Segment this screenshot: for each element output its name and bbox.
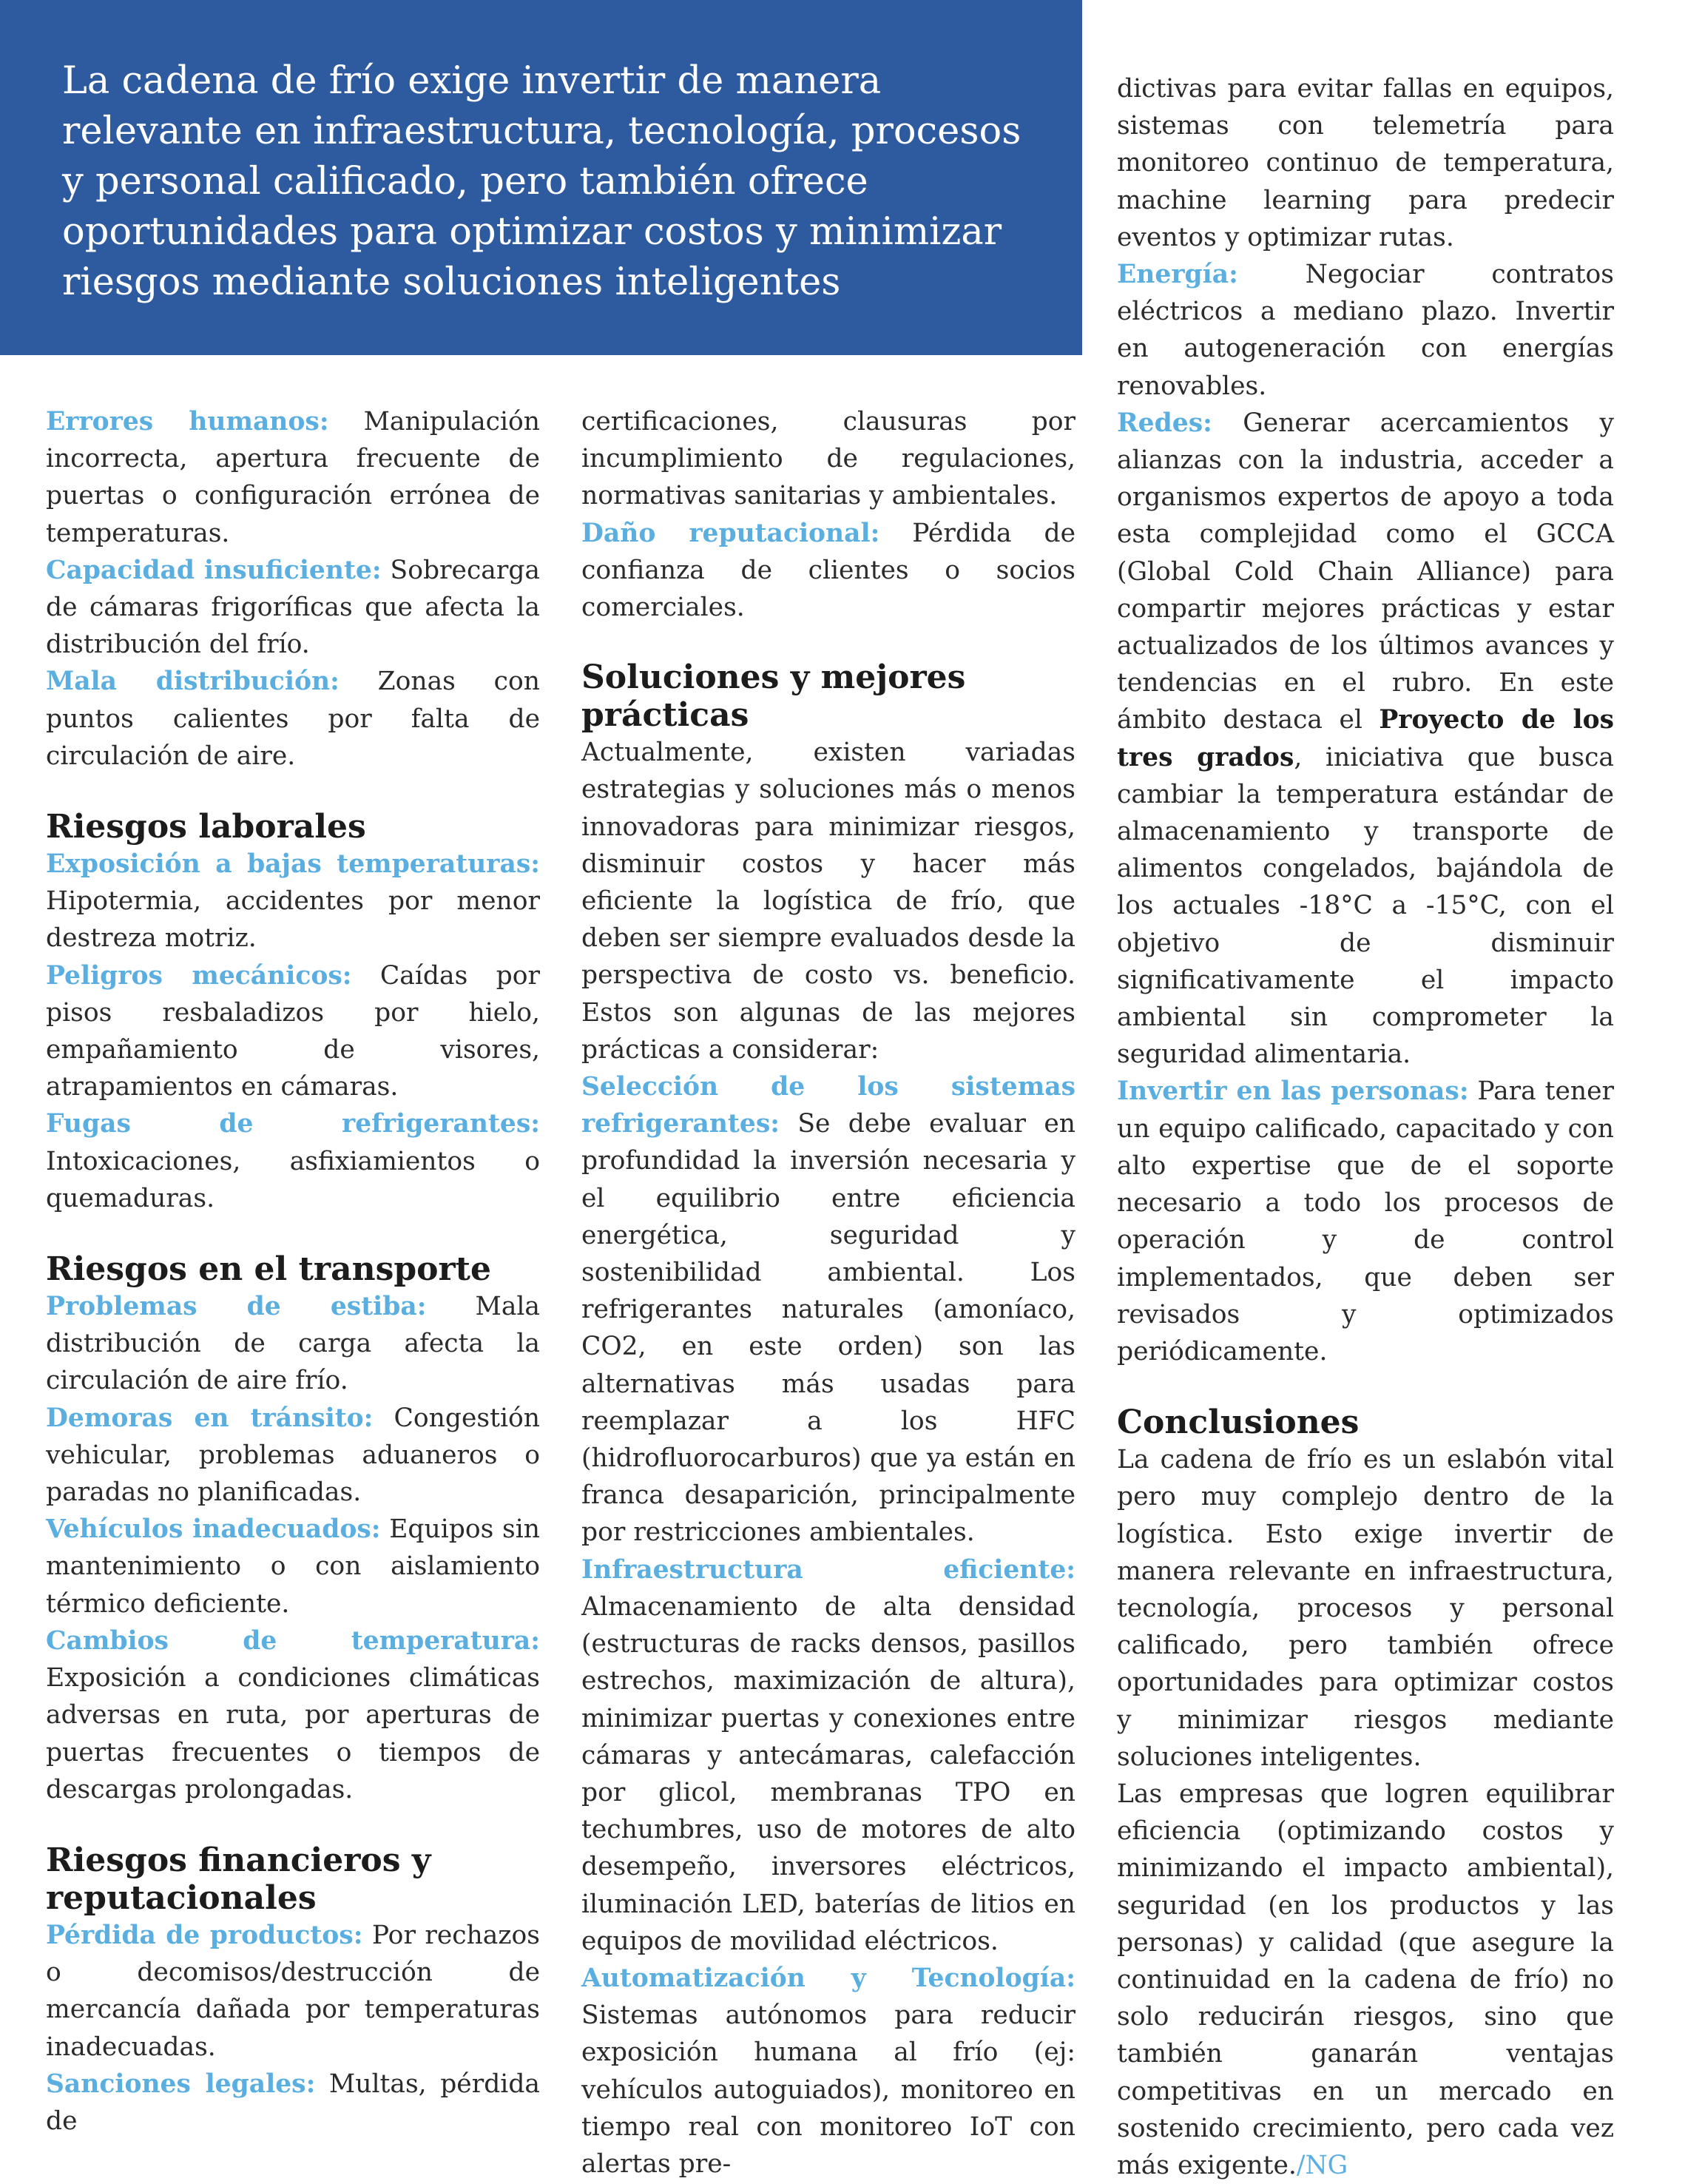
- column-1: [46, 403, 540, 2140]
- heading-soluciones: Soluciones y mejores prácticas: [581, 658, 966, 735]
- pull-quote-text: La cadena de frío exige invertir de manera relevante en infraestructura, tecnología, procesos y personal calificado, pero también ofrece oportunidades para optimizar costos y minimizar riesgos mediante soluciones inteligentes: [62, 59, 1021, 304]
- risk-term: Errores humanos:: [46, 407, 329, 437]
- practice-term: Selección de los sistemas refrigerantes:: [581, 1072, 1075, 1139]
- practice-term: Redes:: [1117, 408, 1212, 438]
- practice-item: Infraestructura eficiente: Almacenamiento de alta densidad (estructuras de racks densos, pasillos estrechos, maximización de altura), minimizar puertas y conexiones entre cámaras y antecámaras, calefacción por glicol, membranas TPO en techumbres, uso de motores de alto desempeño, inversores eléctricos, iluminación LED, baterías de litios en equipos de movilidad eléctricos.: [581, 1554, 1075, 1956]
- column-3: [1117, 70, 1614, 2184]
- risk-term: Problemas de estiba:: [46, 1292, 427, 1322]
- intro-paragraph: Actualmente, existen variadas estrategias y soluciones más o menos innovadoras para minimizar riesgos, disminuir costos y hacer más eficiente la logística de frío, que deben ser siempre evaluados desde la perspectiva de costo vs. beneficio. Estos son algunas de las mejores prácticas a considerar:: [581, 738, 1075, 1065]
- risk-term: Pérdida de productos:: [46, 1920, 363, 1950]
- risk-item: Cambios de temperatura: Exposición a condiciones climáticas adversas en ruta, por aperturas de puertas frecuentes o tiempos de descargas prolongadas.: [46, 1625, 540, 1804]
- risk-item: Vehículos inadecuados: Equipos sin mantenimiento o con aislamiento térmico deficiente.: [46, 1514, 540, 1619]
- risk-term: Capacidad insuficiente:: [46, 555, 382, 585]
- practice-item: Automatización y Tecnología: Sistemas autónomos para reducir exposición humana al frío (ej: vehículos autoguiados), monitoreo en tiempo real con monitoreo IoT con alertas pre-: [581, 1963, 1075, 2179]
- risk-term: Sanciones legales:: [46, 2069, 316, 2099]
- risk-item: Demoras en tránsito: Congestión vehicular, problemas aduaneros o paradas no planificadas.: [46, 1403, 541, 1508]
- risk-item: Mala distribución: Zonas con puntos calientes por falta de circulación de aire.: [46, 667, 540, 771]
- risk-term: Daño reputacional:: [581, 518, 880, 548]
- risk-term: Vehículos inadecuados:: [46, 1514, 381, 1545]
- risk-term: Peligros mecánicos:: [46, 960, 352, 991]
- author-signature: /NG: [1296, 2150, 1348, 2180]
- practice-term: Invertir en las personas:: [1117, 1076, 1469, 1107]
- practice-item: Invertir en las personas: Para tener un equipo calificado, capacitado y con alto expertise que de el soporte necesario a todo los procesos de operación y de control implementados, que deben ser revisados y optimizados periódicamente.: [1117, 1076, 1615, 1366]
- risk-item: Exposición a bajas temperaturas: Hipotermia, accidentes por menor destreza motriz.: [46, 849, 540, 954]
- column-2: [581, 403, 1075, 2183]
- heading-conclusiones: Conclusiones: [1117, 1403, 1360, 1442]
- risk-term: Cambios de temperatura:: [46, 1625, 540, 1656]
- paragraph-continuation: certificaciones, clausuras por incumplimiento de regulaciones, normativas sanitarias y ambientales.: [581, 407, 1075, 511]
- heading-riesgos-financieros: Riesgos financieros y reputacionales: [46, 1841, 431, 1917]
- risk-item: Peligros mecánicos: Caídas por pisos resbaladizos por hielo, empañamiento de visores, atrapamientos en cámaras.: [46, 960, 541, 1102]
- practice-term: Infraestructura eficiente:: [581, 1554, 1075, 1585]
- practice-item: Redes: Generar acercamientos y alianzas con la industria, acceder a organismos expertos de apoyo a toda esta complejidad como el GCCA (Global Cold Chain Alliance) para compartir mejores prácticas y estar actualizados de los últimos avances y tendencias en el rubro. En este ámbito destaca el Proyecto de los tres grados, iniciativa que busca cambiar la temperatura estándar de almacenamiento y transporte de alimentos congelados, bajándola de los actuales -18°C a -15°C, con el objetivo de disminuir significativamente el impacto ambiental sin comprometer la seguridad alimentaria.: [1117, 408, 1615, 1070]
- practice-term: Energía:: [1117, 260, 1238, 290]
- heading-riesgos-transporte: Riesgos en el transporte: [46, 1250, 491, 1289]
- risk-item: Sanciones legales: Multas, pérdida de: [46, 2069, 540, 2136]
- practice-term: Automatización y Tecnología:: [581, 1963, 1075, 1993]
- conclusion-paragraph: La cadena de frío es un eslabón vital pero muy complejo dentro de la logística. Esto exige invertir de manera relevante en infraestructura, tecnología, procesos y personal calificado, pero también ofrece oportunidades para optimizar costos y minimizar riesgos mediante soluciones inteligentes.: [1117, 1445, 1614, 1772]
- paragraph-continuation: dictivas para evitar fallas en equipos, sistemas con telemetría para monitoreo continuo de temperatura, machine learning para predecir eventos y optimizar rutas.: [1117, 74, 1614, 252]
- risk-item: Errores humanos: Manipulación incorrecta, apertura frecuente de puertas o configuración errónea de temperaturas.: [46, 407, 540, 548]
- practice-item: Selección de los sistemas refrigerantes: Se debe evaluar en profundidad la inversión necesaria y el equilibrio entre eficiencia energética, seguridad y sostenibilidad ambiental. Los refrigerantes naturales (amoníaco, CO2, en este orden) son las alternativas más usadas para reemplazar a los HFC (hidrofluorocarburos) que ya están en franca desaparición, principalmente por restricciones ambientales.: [581, 1072, 1075, 1548]
- risk-term: Fugas de refrigerantes:: [46, 1109, 540, 1139]
- project-name: Proyecto de los tres grados: [1117, 705, 1615, 772]
- risk-term: Mala distribución:: [46, 667, 340, 697]
- pull-quote-banner: [0, 0, 1082, 355]
- risk-item: Daño reputacional: Pérdida de confianza de clientes o socios comerciales.: [581, 518, 1075, 623]
- risk-term: Exposición a bajas temperaturas:: [46, 849, 540, 880]
- practice-item: Energía: Negociar contratos eléctricos a mediano plazo. Invertir en autogeneración con energías renovables.: [1117, 260, 1614, 401]
- risk-term: Demoras en tránsito:: [46, 1403, 374, 1433]
- heading-riesgos-laborales: Riesgos laborales: [46, 808, 366, 846]
- risk-item: Fugas de refrigerantes: Intoxicaciones, asfixiamientos o quemaduras.: [46, 1109, 540, 1213]
- risk-item: Capacidad insuficiente: Sobrecarga de cámaras frigoríficas que afecta la distribución del frío.: [46, 555, 540, 660]
- risk-item: Pérdida de productos: Por rechazos o decomisos/destrucción de mercancía dañada por temperaturas inadecuadas.: [46, 1920, 541, 2062]
- risk-item: Problemas de estiba: Mala distribución de carga afecta la circulación de aire frío.: [46, 1292, 540, 1396]
- conclusion-paragraph: Las empresas que logren equilibrar eficiencia (optimizando costos y minimizando el impacto ambiental), seguridad (en los productos y las personas) y calidad (que asegure la continuidad en la cadena de frío) no solo reducirán riesgos, sino que también ganarán ventajas competitivas en un mercado en sostenido crecimiento, pero cada vez más exigente./NG: [1117, 1779, 1614, 2180]
